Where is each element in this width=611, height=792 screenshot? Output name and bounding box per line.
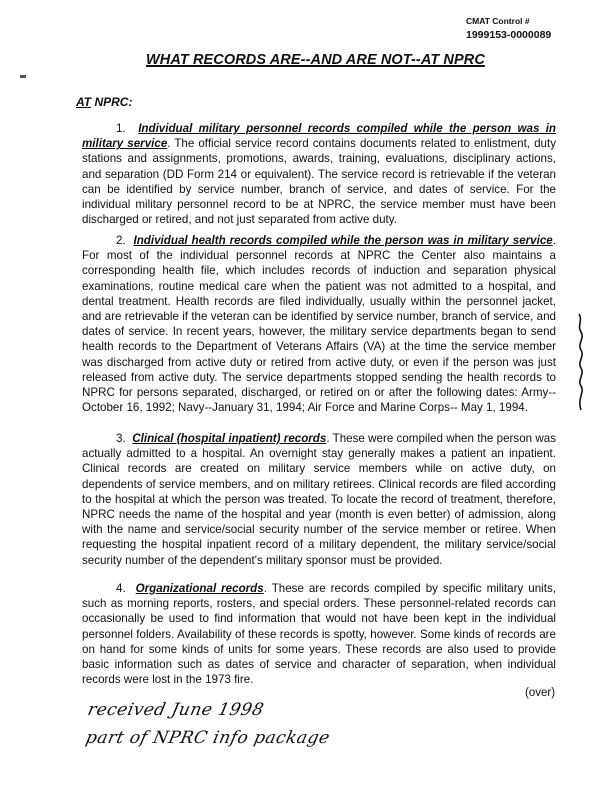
cmat-control-block [466,14,551,42]
paragraph-body: . These are records compiled by specific military units, such as morning reports, rosters, and special orders. These personnel-related records can occasionally be used to find information that would not have been kept in the individual personnel folders. Availability of these records is spotty, however. Some kinds of records are on hand for some kinds of units for some years. These records are also used to provide basic information such as dates of service and character of separation, when individual records were lost in the 1973 fire. [82,582,556,687]
section-heading [76,95,132,109]
control-label: CMAT Control # [466,16,530,26]
paragraph-health-records [82,233,556,415]
paragraph-heading: Organizational records [135,582,264,595]
page-title: WHAT RECORDS ARE--AND ARE NOT--AT NPRC [146,52,485,68]
handwritten-note-line-1: received June 1998 [85,700,266,720]
handwritten-note-line-2: part of NPRC info package [83,728,332,748]
paragraph-clinical-records [82,431,556,568]
paragraph-body: . The official service record contains documents related to enlistment, duty stations and assignments, promotions, awards, training, evaluations, disciplinary actions, and separation (DD Form 214 or equivalent). The service record is retrievable if the veteran can be identified by service number, branch of service, and dates of service. For the individual military personnel record to be at NPRC, the service member must have been discharged or retired, and not just separated from active duty. [82,137,556,227]
paragraph-heading: Clinical (hospital inpatient) records [132,432,327,445]
paragraph-body: . These were compiled when the person was actually admitted to a hospital. An overnight stay generally makes a patient an inpatient. Clinical records are created on military service members while on active duty, on dependents of service members, and on military retirees. Clinical records are filed according to the hospital at which the person was treated. To locate the record of treatment, therefore, NPRC needs the name of the hospital and year (month is even better) of admission, along with the name and service/social security number of the service member or retiree. When requesting the hospital inpatient record of a military dependent, the military service/social security number of the dependent's military sponsor must be provided. [82,432,556,567]
paragraph-personnel-records [82,121,556,227]
paragraph-number: 3. [116,432,126,445]
scan-speck [20,75,26,78]
paragraph-number: 1. [116,122,126,135]
section-prefix: AT [76,95,92,109]
section-rest: NPRC: [91,95,133,109]
paragraph-organizational-records [82,581,556,687]
paragraph-heading: Individual military personnel records compiled while the person was in military service [82,122,556,151]
paragraph-body: . For most of the individual personnel records at NPRC the Center also maintains a corresponding health file, which includes records of induction and separation physical examinations, routine medical care when the patient was not admitted to a hospital, and dental treatment. Health records are filed individually, usually within the personnel jacket, and are retrievable if the veteran can be identified by service number, branch of service, and dates of service. In recent years, however, the military service departments began to send health records to the Department of Veterans Affairs (VA) at the time the service member was discharged from active duty or retired from active duty, or even if the person was just released from active duty. The service departments stopped sending the health records to NPRC for persons separated, discharged, or retired on or after the following dates: Army--October 16, 1992; Navy--January 31, 1994; Air Force and Marine Corps-- May 1, 1994. [82,234,556,415]
margin-bracket-mark [575,312,587,412]
paragraph-heading: Individual health records compiled while the person was in military service [133,234,553,247]
paragraph-number: 4. [116,582,126,595]
over-note: (over) [525,687,556,699]
paragraph-number: 2. [116,234,126,247]
control-number: 1999153-0000089 [466,29,552,41]
